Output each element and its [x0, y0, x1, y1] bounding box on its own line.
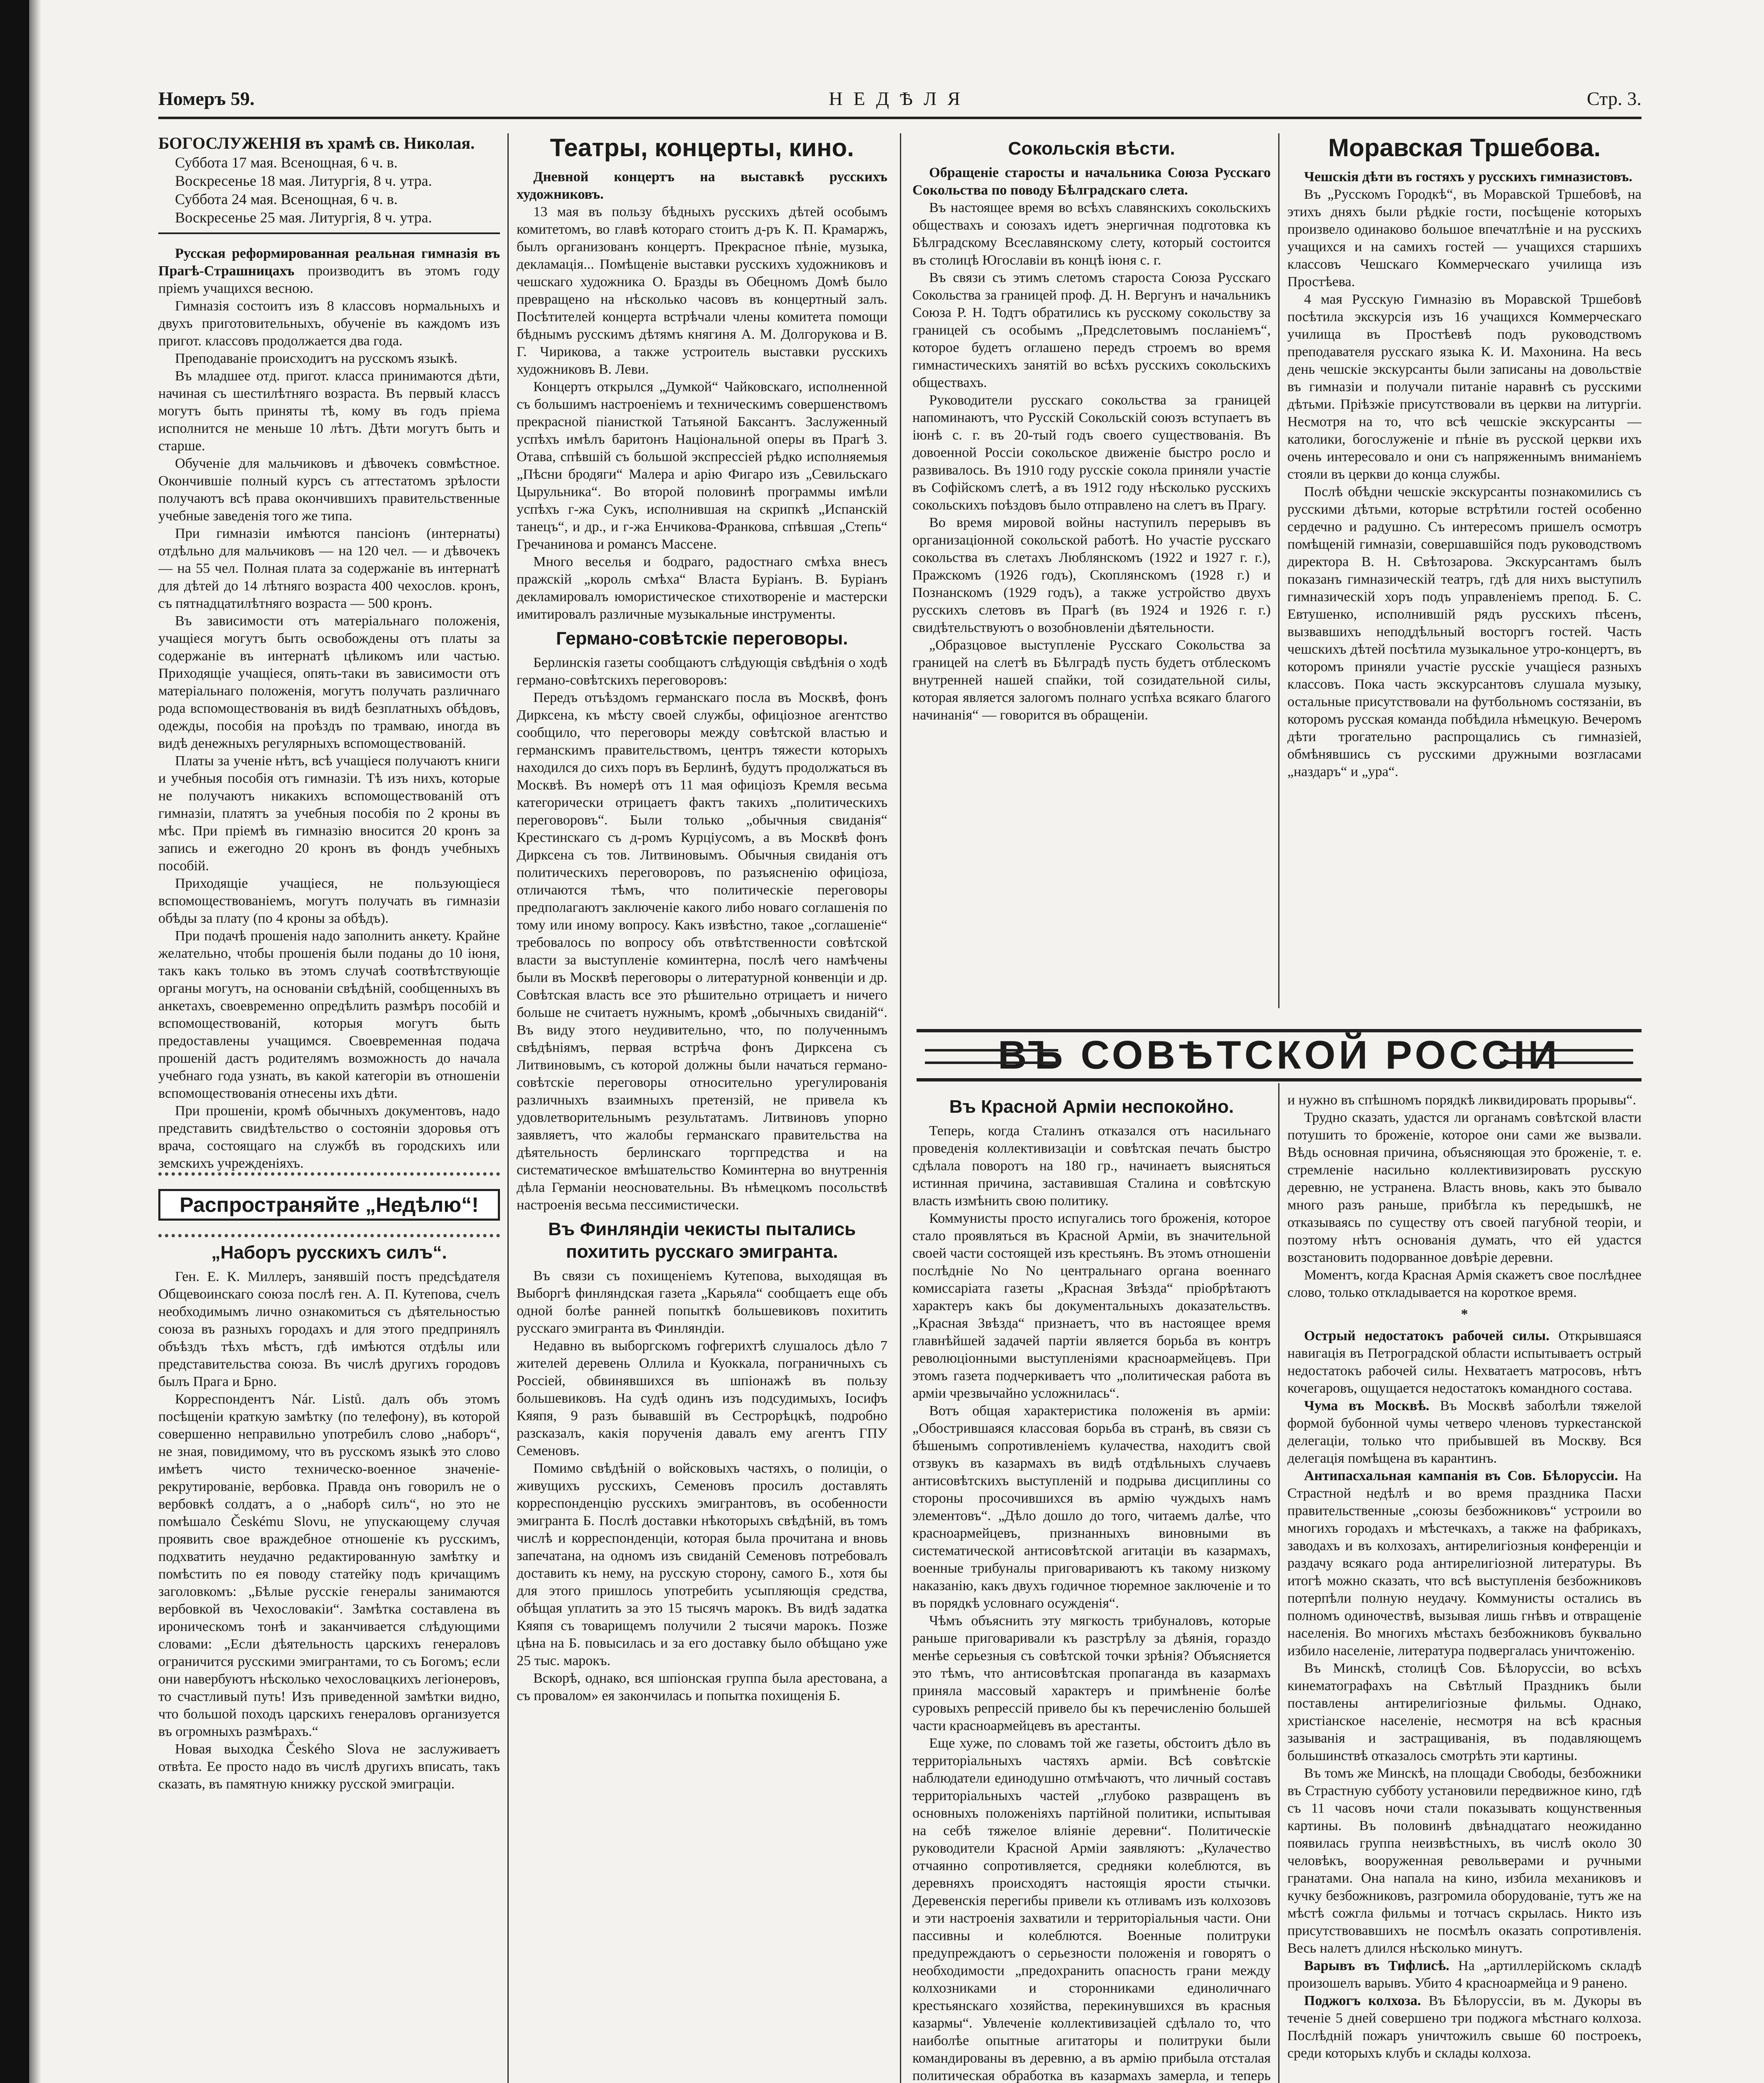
column-rule: [507, 133, 509, 2083]
article-paragraph: 13 мая въ пользу бѣдныхъ русскихъ дѣтей особымъ комитетомъ, во главѣ котораго стоитъ д-ръ К. П. Крамаржъ, былъ организованъ концертъ. Прекрасное пѣніе, музыка, декламація... Помѣщеніе выставки русскихъ художниковъ и чешскаго художника О. Бразды въ Обецномъ Домѣ было превращено на нѣсколько часовъ въ концертный залъ. Посѣтителей концерта встрѣчали члены комитета помощи бѣднымъ русскимъ дѣтямъ княгиня А. М. Долгорукова и В. Г. Чирикова, а также устроитель выставки русскихъ художниковъ В. Леви.: [517, 204, 887, 377]
article-paragraph: Еще хуже, по словамъ той же газеты, обстоитъ дѣло въ территоріальныхъ частяхъ арміи. Всѣ совѣтскіе наблюдатели единодушно отмѣчаютъ, что личный составъ территоріальныхъ частей „глубоко развращенъ въ основныхъ положеніяхъ партійной политики, испытывая на себѣ тяжелое вліяніе деревни“. Политическіе руководители Красной Арміи заявляютъ: „Кулачество отчаянно сопротивляется, средняки колеблются, въ деревняхъ происходятъ настоящія ярости стычки. Деревенскія перегибы привели къ отливамъ изъ колхозовъ и эти настроенія захватили и территоріальныя части. Они пассивны и колеблются. Военные политруки предупреждаютъ о серьезности положенія и говорятъ о необходимости „предохранить опасность грани между колхозниками и сторонниками единоличнаго крестьянскаго хозяйства, перекинувшихся въ красныя казармы“. Увлеченіе коллективизаціей сдѣлало то, что наиболѣе опытные агитаторы и политруки были командированы въ деревню, а въ армію прибыла отсталая политическая обработка въ казармахъ замерла, и теперь: [912, 1736, 1271, 2083]
news-item-title: Чума въ Москвѣ.: [1304, 1398, 1429, 1414]
news-item: [1287, 1957, 1642, 1992]
news-item-title: Антипасхальная кампанія въ Сов. Бѣлоруссіи.: [1304, 1468, 1618, 1484]
article-paragraph: Въ связи съ этимъ слетомъ староста Союза Русскаго Сокольства за границей проф. Д. Н. Вергунъ и начальникъ Союза Р. Н. Тодтъ обратились къ русскому сокольству за границей съ особымъ „Предслетовымъ посланіемъ“, которое будетъ оглашено передъ строемъ во время гимнастическихъ занятій во всѣхъ русскихъ сокольскихъ обществахъ.: [912, 270, 1271, 390]
issue-number: Номеръ 59.: [158, 88, 255, 109]
article-paragraph: Руководители русскаго сокольства за границей напоминаютъ, что Русскій Сокольскій союзъ вступаетъ въ іюнѣ с. г. въ 20-тый годъ своего существованія. Въ довоенной Россіи сокольское движеніе быстро росло и развивалось. Въ 1910 году русскіе сокола приняли участіе въ Софійскомъ слетѣ, а въ 1912 году нѣсколько русскихъ сокольскихъ поѣздовъ было отправлено на слетъ въ Прагу.: [912, 392, 1271, 513]
article-paragraph: Помимо свѣдѣній о войсковыхъ частяхъ, о полиціи, о живущихъ русскихъ, Семеновъ просилъ доставлять корреспонденцію русскихъ эмигрантовъ, въ особенности эмигранта Б. Послѣ доставки нѣкоторыхъ свѣдѣній, въ томъ числѣ и корреспонденціи, которая была прочитана и вновь запечатана, на одномъ изъ свиданій Семеновъ потребовалъ доставить къ нему, на русскую сторону, самого Б., хотя бы для этого пришлось употребить усыпляющія средства, обѣщая уплатить за это 15 тысячъ марокъ. Въ видѣ задатка Кяяпя съ товарищемъ получили 2 тысячи марокъ. Позже цѣна на Б. повысилась и за его доставку было обѣщано уже 25 тыс. марокъ.: [517, 1461, 887, 1668]
section-title: Сокольскія вѣсти.: [1008, 138, 1175, 159]
article-title: Въ Красной Арміи неспокойно.: [949, 1096, 1234, 1117]
gymnasium-lead-bold: Русская реформированная реальная гимназія въ Прагѣ-Страшницахъ: [158, 246, 500, 279]
article-paragraph: Вскорѣ, однако, вся шпіонская группа была арестована, а съ провалом» ея закончилась и попытка похищенія Б.: [517, 1671, 887, 1703]
article-lead: Чешскія дѣти въ гостяхъ у русскихъ гимназистовъ.: [1304, 169, 1633, 185]
news-item-text: На „артиллерійскомъ складѣ произошелъ варывъ. Убито 4 красноармейца и 9 ранено.: [1287, 1958, 1642, 1991]
article-paragraph: Въ связи съ похищеніемъ Кутепова, выходящая въ Выборгѣ финляндская газета „Карьяла“ сообщаетъ еще объ одной болѣе ранней попыткѣ большевиковъ похитить русскаго эмигранта въ Финляндіи.: [517, 1268, 887, 1336]
column-1: [158, 133, 500, 2083]
article-paragraph: При прошеніи, кромѣ обычныхъ документовъ, надо представить свидѣтельство о состояніи здоровья отъ врача, состоящаго на службѣ въ городскихъ или земскихъ учрежденіяхъ.: [158, 1103, 500, 1171]
scan-edge-shadow: [29, 0, 41, 2083]
article-paragraph: Въ младшее отд. пригот. класса принимаются дѣти, начиная съ шестилѣтняго возраста. Въ первый классъ могутъ быть приняты тѣ, кому въ годъ пріема исполнится не меньше 10 лѣтъ. Дѣти могутъ быть и старше.: [158, 368, 500, 454]
news-item: [1287, 1467, 1642, 1660]
article-paragraph: При гимназіи имѣются пансіонъ (интернаты) отдѣльно для мальчиковъ — на 120 чел. — и дѣвочекъ — на 55 чел. Полная плата за содержаніе въ интернатѣ для дѣтей до 14 лѣтняго возраста 400 чехослов. кронъ, съ пятнадцатилѣтняго возраста — 500 кронъ.: [158, 526, 500, 611]
news-item-text: Въ Минскѣ, столицѣ Сов. Бѣлоруссіи, во всѣхъ кинематографахъ на Свѣтлый Праздникъ были поставлены антирелигіозные фильмы. Однако, христіанское населеніе, несмотря на всѣ красныя зазыванія и застращиванія, въ подавляющемъ большинствѣ отказалось смотрѣть эти картины.: [1287, 1661, 1642, 1763]
masthead: НЕДѢЛЯ: [829, 88, 971, 109]
article-paragraph: Трудно сказать, удастся ли органамъ совѣтской власти потушить то броженіе, которое они сами же вызвали. Вѣдь основная причина, объясняющая это броженіе, т. е. стремленіе насильно коллективизировать русскую деревню, не устранена. Власть вновь, какъ это бывало много разъ раньше, прибѣгла къ передышкѣ, не отказываясь по существу отъ своей пагубной теоріи, и поэтому нѣтъ основанія думать, что ей удастся возстановить подорванное довѣріе деревни.: [1287, 1110, 1642, 1265]
article-title: Германо-совѣтскіе переговоры.: [556, 628, 848, 649]
article-paragraph: Концертъ открылся „Думкой“ Чайковскаго, исполненной съ большимъ настроеніемъ и техническимъ совершенствомъ прекрасной піанисткой Татьяной Баксантъ. Заслуженный успѣхъ имѣлъ баритонъ Національной оперы въ Прагѣ 3. Отава, спѣвшій съ большой экспрессіей рѣдко исполняемыя „Пѣсни бродяги“ Малера и арію Фигаро изъ „Севильскаго Цырульника“. Во второй половинѣ программы имѣли успѣхъ г-жа Сукъ, исполнившая на скрипкѣ „Испанскій танецъ“, и др., и г-жа Енчикова-Франкова, спѣвшая „Степь“ Гречанинова и романсъ Массене.: [517, 379, 887, 552]
soviet-column-left: [912, 1091, 1271, 2083]
article-paragraph: Послѣ обѣдни чешскіе экскурсанты познакомились съ русскими дѣтьми, которые встрѣтили гостей особенно сердечно и радушно. Съ интересомъ пришелъ осмотръ помѣщеній гимназіи, совершавшійся подъ руководствомъ директора В. Н. Свѣтозарова. Экскурсантамъ былъ показанъ гимназическій театръ, гдѣ для нихъ выступилъ гимназическій хоръ подъ управленіемъ препод. Б. С. Евтушенко, исполнившій рядъ русскихъ пѣсенъ, вызвавшихъ неподдѣльный восторгъ гостей. Часть чешскихъ дѣтей посѣтила музыкальное утро-концертъ, въ которомъ приняли участіе русскіе учащіеся разныхъ классовъ. Пока часть экскурсантовъ слушала музыку, остальные присутствовали на футбольномъ состязаніи, въ которомъ русская команда побѣдила нѣмецкую. Вечеромъ дѣти трогательно распрощались съ гимназіей, обмѣнявшись съ русскими дружными возгласами „наздаръ“ и „ура“.: [1287, 484, 1642, 779]
banner-ornament: [925, 1049, 1058, 1064]
separator-star: *: [1461, 1306, 1468, 1322]
article-paragraph: Преподаваніе происходитъ на русскомъ языкѣ.: [175, 351, 458, 366]
news-item: [1287, 1765, 1642, 1957]
soviet-banner: [917, 1029, 1642, 1081]
column-4: [1287, 133, 1642, 1000]
article-paragraph: Во время мировой войны наступилъ перерывъ въ организаціонной сокольской работѣ. Но участіе русскаго сокольства въ слетахъ Люблянскомъ (1922 и 1927 г. г.), Пражскомъ (1926 годъ), Скоплянскомъ (1928 г.) и Познанскомъ (1929 годъ), а также устройство двухъ русскихъ слетовъ въ Прагѣ (въ 1924 и 1926 г. г.) свидѣтельствуютъ о возобновленіи дѣятельности.: [912, 515, 1271, 635]
service-line: Суббота 24 мая. Всенощная, 6 ч. в.: [175, 191, 398, 207]
article-paragraph: Берлинскія газеты сообщаютъ слѣдующія свѣдѣнія о ходѣ германо-совѣтскихъ переговоровъ:: [517, 655, 887, 688]
article-title: „Наборъ русскихъ силъ“.: [211, 1242, 447, 1263]
news-item-text: На Страстной недѣлѣ и во время праздника Пасхи правительственные „союзы безбожниковъ“ устроили во многихъ городахъ и мѣстечкахъ, а также на фабрикахъ, заводахъ и въ колхозахъ, антирелигіозныя конференціи и раздачу всякаго рода антирелигіозной литературы. Въ итогѣ можно сказать, что всѣ выступленія безбожниковъ потерпѣли полную неудачу. Коммунисты остались въ полномъ одиночествѣ, вызывая лишь гнѣвъ и отвращеніе населенія. Во многихъ мѣстахъ безбожниковъ буквально избило населеніе, литература подвергалась уничтоженію.: [1287, 1468, 1642, 1658]
column-rule: [1278, 133, 1279, 1008]
article-paragraph: Моментъ, когда Красная Армія скажетъ свое послѣднее слово, только откладывается на короткое время.: [1287, 1267, 1642, 1300]
column-rule: [900, 133, 901, 2083]
article-title: Въ Финляндіи чекисты пытались похитить русскаго эмигранта.: [548, 1219, 856, 1262]
service-line: Воскресенье 25 мая. Литургія, 8 ч. утра.: [175, 209, 432, 226]
article-paragraph: Въ зависимости отъ матеріальнаго положенія, учащіеся могутъ быть освобождены отъ платы за содержаніе въ интернатѣ цѣликомъ или частью. Приходящіе учащіеся, опять-таки въ зависимости отъ матеріальнаго положенія, могутъ получать различнаго рода вспомоществованія въ видѣ безплатныхъ обѣдовъ, одежды, пособія на проѣздъ по трамваю, иногда въ видѣ денежныхъ регулярныхъ вспомоществованій.: [158, 613, 500, 751]
article-paragraph: Вотъ общая характеристика положенія въ арміи: „Обострившаяся классовая борьба въ странѣ, въ связи съ бѣшенымъ сопротивленіемъ кулачества, находитъ свой отзвукъ въ казармахъ въ видѣ отдѣльныхъ случаевъ антисовѣтскихъ выступленій и подрыва дисциплины со стороны просочившихся въ армію чуждыхъ намъ элементовъ“. „Дѣло дошло до того, читаемъ далѣе, что красноармейцевъ, признанныхъ виновными въ систематической антисовѣтской агитаціи въ казармахъ, военные трибуналы приговариваютъ къ такому низкому наказанію, какъ двухъ годичное тюремное заключеніе и то въ порядкѣ условнаго осужденія“.: [912, 1403, 1271, 1611]
news-item: [1287, 1660, 1642, 1765]
news-item-text: Въ Москвѣ заболѣли тяжелой формой бубонной чумы четверо членовъ туркестанской делегаціи, только что прибывшей въ Москву. Вся делегація помѣщена въ карантинъ.: [1287, 1398, 1642, 1466]
church-services: [158, 133, 500, 234]
article-lead: Обращеніе старосты и начальника Союза Русскаго Сокольства по поводу Бѣлградскаго слета.: [912, 165, 1271, 198]
article-paragraph: Корреспондентъ Nár. Listů. далъ объ этомъ посѣщеніи краткую замѣтку (по телефону), въ которой совершенно неправильно употребилъ слово „наборъ“, не зная, повидимому, что въ русскомъ языкѣ это слово имѣетъ чисто техническо-военное значеніе-рекрутированіе, вербовка. Правда онъ говорилъ не о вербовкѣ солдатъ, а о „наборѣ силъ“, но это не помѣшало Českému Slovu, не упускающему случая проявить свое враждебное отношеніе къ русскимъ, подхватить неудачно редактированную замѣтку и помѣстить по ея поводу статейку подъ кричащимъ заголовкомъ: „Бѣлые русскіе генералы занимаются вербовкой въ Чехословакіи“. Замѣтка составлена въ ироническомъ тонѣ и заканчивается слѣдующими словами: „Если дѣятельность царскихъ генераловъ ограничится русскими эмигрантами, то съ Богомъ; если они навербуютъ нѣсколько чехословацкихъ легіонеровъ, то счастливый путь! Изъ приведенной замѣтки видно, что большой походъ царскихъ генераловъ организуется въ огромныхъ размѣрахъ.“: [158, 1391, 500, 1739]
promo-frame: [158, 1172, 500, 1237]
article-paragraph: Передъ отъѣздомъ германскаго посла въ Москвѣ, фонъ Дирксена, къ мѣсту своей службы, офиціозное агентство сообщило, что переговоры между совѣтской властью и германскимъ правительствомъ, центръ тяжести которыхъ находился до сихъ поръ въ Берлинѣ, будутъ продолжаться въ Москвѣ. Въ номерѣ отъ 11 мая офиціозъ Кремля весьма категорически отрицаетъ фактъ такихъ „политическихъ переговоровъ“. Были только „обычныя свиданія“ Крестинскаго съ д-ромъ Курціусомъ, а въ Москвѣ фонъ Дирксена съ тов. Литвиновымъ. Обычныя свиданія отъ политическихъ переговоровъ, по разъясненію офиціоза, отличаются тѣмъ, что политическіе переговоры предполагаютъ заключеніе какого либо новаго соглашенія по тому или иному вопросу. Какъ извѣстно, такое „соглашеніе“ требовалось по вопросу объ отвѣтственности совѣтской власти за выступленіе коминтерна, послѣ чего намѣчены были въ Москвѣ переговоры о литературной конвенціи и др. Совѣтская власть все это рѣшительно отрицаетъ и ничего больше не считаетъ нужнымъ, кромѣ „обычныхъ свиданій“. Въ виду этого неудивительно, что, по полученнымъ свѣдѣніямъ, первая встрѣча фонъ Дирксена съ Литвиновымъ, съ которой должны были начаться германо-совѣтскіе переговоры относительно урегулированія различныхъ взаимныхъ претензій, не привела къ удовлетворительнымъ результатамъ. Литвиновъ упорно заявляетъ, что жалобы германскаго правительства на дѣятельность берлинскаго торгпредства и на систематическое вмѣшательство Коминтерна во внутреннія дѣла Германіи неосновательны. Въ нѣмецкомъ посольствѣ настроенія весьма пессимистически.: [517, 690, 887, 1213]
article-lead: Дневной концертъ на выставкѣ русскихъ художниковъ.: [517, 169, 887, 202]
promo-banner: Распространяйте „Недѣлю“!: [158, 1189, 500, 1221]
service-line: Воскресенье 18 мая. Литургія, 8 ч. утра.: [175, 172, 432, 189]
service-line: Суббота 17 мая. Всенощная, 6 ч. в.: [175, 154, 398, 171]
page-header: [158, 83, 1642, 119]
article-paragraph: Ген. Е. К. Миллеръ, занявшій постъ предсѣдателя Общевоинскаго союза послѣ ген. А. П. Кутепова, счелъ необходимымъ лично ознакомиться съ дѣятельностью союза въ разныхъ городахъ и для этого предпринялъ объѣздъ тѣхъ мѣстъ, гдѣ имѣются отдѣлы или представительства союза. Въ числѣ другихъ городовъ былъ Прага и Брно.: [158, 1269, 500, 1389]
banner-ornament: [1500, 1049, 1633, 1064]
news-item: [1287, 1992, 1642, 2062]
page-number: Стр. 3.: [1587, 88, 1642, 109]
section-title: Моравская Тршебова.: [1328, 134, 1601, 162]
news-item: [1287, 1397, 1642, 1467]
article-paragraph: и нужно въ спѣшномъ порядкѣ ликвидировать прорывы“.: [1287, 1092, 1637, 1108]
news-item: [1287, 1327, 1642, 1397]
article-paragraph: Недавно въ выборгскомъ гофгерихтѣ слушалось дѣло 7 жителей деревень Оллила и Куоккала, пограничныхъ съ Россіей, обвинявшихся въ шпіонажѣ въ пользу большевиковъ. На судѣ одинъ изъ подсудимыхъ, Іосифъ Кяяпя, 9 разъ бывавшій въ Сестрорѣцкѣ, подробно разсказалъ, какія порученія давалъ ему агентъ ГПУ Семеновъ.: [517, 1338, 887, 1459]
article-paragraph: Въ настоящее время во всѣхъ славянскихъ сокольскихъ обществахъ и союзахъ идетъ энергичная подготовка къ Бѣлградскому Всеславянскому слету, который состоится въ столицѣ Югославіи въ концѣ іюня с. г.: [912, 200, 1271, 268]
column-3: [912, 133, 1271, 1000]
article-paragraph: Коммунисты просто испугались того броженія, которое стало проявляться въ Красной Арміи, въ значительной своей части состоящей изъ крестьянъ. Въ этомъ отношеніи послѣдніе No No центральнаго органа военнаго комиссаріата газеты „Красная Звѣзда“ пріобрѣтаютъ характеръ какъ бы документальныхъ доказательствъ. „Красная Звѣзда“ признаетъ, что въ настоящее время главнѣйшей задачей партіи является борьба въ контръ революціонными выступленіями красноармейцевъ. При этомъ газета подчеркиваетъ что „политическая работа въ арміи чрезвычайно усложнилась“.: [912, 1211, 1271, 1401]
column-rule: [1278, 1083, 1279, 2083]
article-paragraph: Въ „Русскомъ Городкѣ“, въ Моравской Тршебовѣ, на этихъ дняхъ были рѣдкіе гости, посѣщеніе которыхъ произвело одинаково большое впечатлѣніе и на русскихъ учащихся и на самихъ гостей — учащихся старшихъ классовъ Чешскаго Коммерческаго училища изъ Простѣева.: [1287, 187, 1642, 290]
article-paragraph: Приходящіе учащіеся, не пользующіеся вспомоществованіемъ, могутъ получать въ гимназіи обѣды за плату (по 4 кроны за обѣдъ).: [158, 876, 500, 926]
scan-edge: [0, 0, 29, 2083]
article-paragraph: Много веселья и бодраго, радостнаго смѣха внесъ пражскій „король смѣха“ Власта Буріанъ. В. Буріанъ декламировалъ юмористическое стихотвореніе и мастерски имитировалъ различные музыкальные инструменты.: [517, 554, 887, 622]
news-item-title: Поджогъ колхоза.: [1304, 1993, 1421, 2008]
gymnasium-lead: [158, 245, 500, 297]
article-paragraph: Обученіе для мальчиковъ и дѣвочекъ совмѣстное. Окончившіе полный курсъ съ аттестатомъ зрѣлости получаютъ всѣ права окончившихъ правительственные учебные заведенія того же типа.: [158, 456, 500, 524]
article-paragraph: 4 мая Русскую Гимназію въ Моравской Тршебовѣ посѣтила экскурсія изъ 16 учащихся Коммерческаго училища въ Простѣевѣ подъ руководствомъ преподавателя русскаго языка К. И. Махонина. На весь день чешскіе экскурсанты были записаны на довольствіе въ гимназіи и получали питаніе наравнѣ съ русскими дѣтьми. Пріѣзжіе присутствовали въ церкви на литургіи. Несмотря на то, что всѣ чешскіе экскурсанты — католики, богослуженіе и пѣніе въ русской церкви ихъ очень интересовало и они съ напряженнымъ вниманіемъ стояли въ церкви до конца службы.: [1287, 292, 1642, 482]
article-paragraph: При подачѣ прошенія надо заполнить анкету. Крайне желательно, чтобы прошенія были поданы до 10 іюня, такъ какъ только въ этомъ случаѣ соотвѣтствующіе органы могутъ, на основаніи свѣдѣній, сообщенныхъ въ анкетахъ, своевременно опредѣлить размѣръ пособій и вспомоществованій, которыя могутъ быть предоставлены учащимся. Своевременная подача прошеній дастъ родителямъ возможность до начала учебнаго года узнать, въ какой категоріи въ отношеніи вспомоществованія отнесены ихъ дѣти.: [158, 928, 500, 1101]
article-paragraph: Гимназія состоитъ изъ 8 классовъ нормальныхъ и двухъ приготовительныхъ, обученіе въ каждомъ изъ пригот. классовъ продолжается два года.: [158, 298, 500, 349]
article-paragraph: Платы за ученіе нѣтъ, всѣ учащіеся получаютъ книги и учебныя пособія отъ гимназіи. Тѣ изъ нихъ, которые не получаютъ никакихъ вспомоществованій отъ гимназіи, платятъ за учебныя пособія по 2 кроны въ мѣс. При пріемѣ въ гимназію вносится 20 кронъ за запись и ежегодно 20 кронъ въ фондъ учебныхъ пособій.: [158, 753, 500, 874]
banner-title: ВЪ СОВѢТСКОЙ РОССІИ: [998, 1033, 1560, 1077]
soviet-column-right: [1287, 1091, 1642, 2083]
column-2: [517, 133, 887, 2083]
news-item-title: Острый недостатокъ рабочей силы.: [1304, 1328, 1549, 1344]
news-item-text: Въ Бѣлоруссіи, въ м. Дукоры въ теченіе 5 дней совершено три поджога мѣстнаго колхоза. Послѣдній пожаръ уничтожилъ свыше 60 построекъ, среди которыхъ клубъ и склады колхоза.: [1287, 1993, 1642, 2061]
news-item-text: Открывшаяся навигація въ Петроградской области испытываетъ острый недостатокъ рабочей силы. Нехватаетъ матросовъ, нѣтъ кочегаровъ, ощущается недостатокъ командного состава.: [1287, 1328, 1642, 1396]
gymnasium-lead-rest: производитъ въ этомъ году пріемъ учащихся весною.: [158, 263, 500, 296]
article-paragraph: Чѣмъ объяснить эту мягкость трибуналовъ, которые раньше приговаривали къ разстрѣлу за дѣянія, гораздо менѣе серьезныя съ совѣтской точки зрѣнія? Объясняется это тѣмъ, что антисовѣтская пропаганда въ казармахъ приняла массовый характеръ и примѣненіе болѣе суровыхъ репрессій привело бы къ перечисленію большей части красноармейцевъ въ арестанты.: [912, 1613, 1271, 1733]
section-title: Театры, концерты, кино.: [550, 134, 854, 162]
services-title: БОГОСЛУЖЕНІЯ въ храмѣ св. Николая.: [158, 134, 475, 152]
article-paragraph: „Образцовое выступленіе Русскаго Сокольства за границей на слетѣ въ Бѣлградѣ пусть будетъ отблескомъ внутренней нашей спайки, той созидательной силы, которая является залогомъ полнаго успѣха всякаго благого начинанія“ — говорится въ обращеніи.: [912, 637, 1271, 723]
news-item-title: Варывъ въ Тифлисѣ.: [1304, 1958, 1449, 1973]
news-item-text: Въ томъ же Минскѣ, на площади Свободы, безбожники въ Страстную субботу установили передвижное кино, гдѣ съ 11 часовъ ночи стали показывать кощунственныя картины. Въ половинѣ двѣнадцатаго неожиданно появилась группа неизвѣстныхъ, въ числѣ около 30 человѣкъ, вооруженная револьверами и ручными гранатами. Она напала на кино, избила механиковъ и кучку безбожниковъ, разгромила оборудованіе, тутъ же на мѣстѣ сожгла фильмы и тотчасъ скрылась. Никто изъ присутствовавшихъ не посмѣлъ оказать сопротивленія. Весь налетъ длился нѣсколько минутъ.: [1287, 1766, 1642, 1956]
article-paragraph: Теперь, когда Сталинъ отказался отъ насильнаго проведенія коллективизаціи и совѣтская печать быстро сдѣлала поворотъ на 180 гр., начинаетъ выясняться истинная причина, заставившая Сталина и совѣтскую власть измѣнить свою политику.: [912, 1123, 1271, 1209]
article-paragraph: Новая выходка Českého Slova не заслуживаетъ отвѣта. Ее просто надо въ числѣ другихъ вписать, такъ сказать, въ памятную книжку русской эмиграціи.: [158, 1741, 500, 1792]
